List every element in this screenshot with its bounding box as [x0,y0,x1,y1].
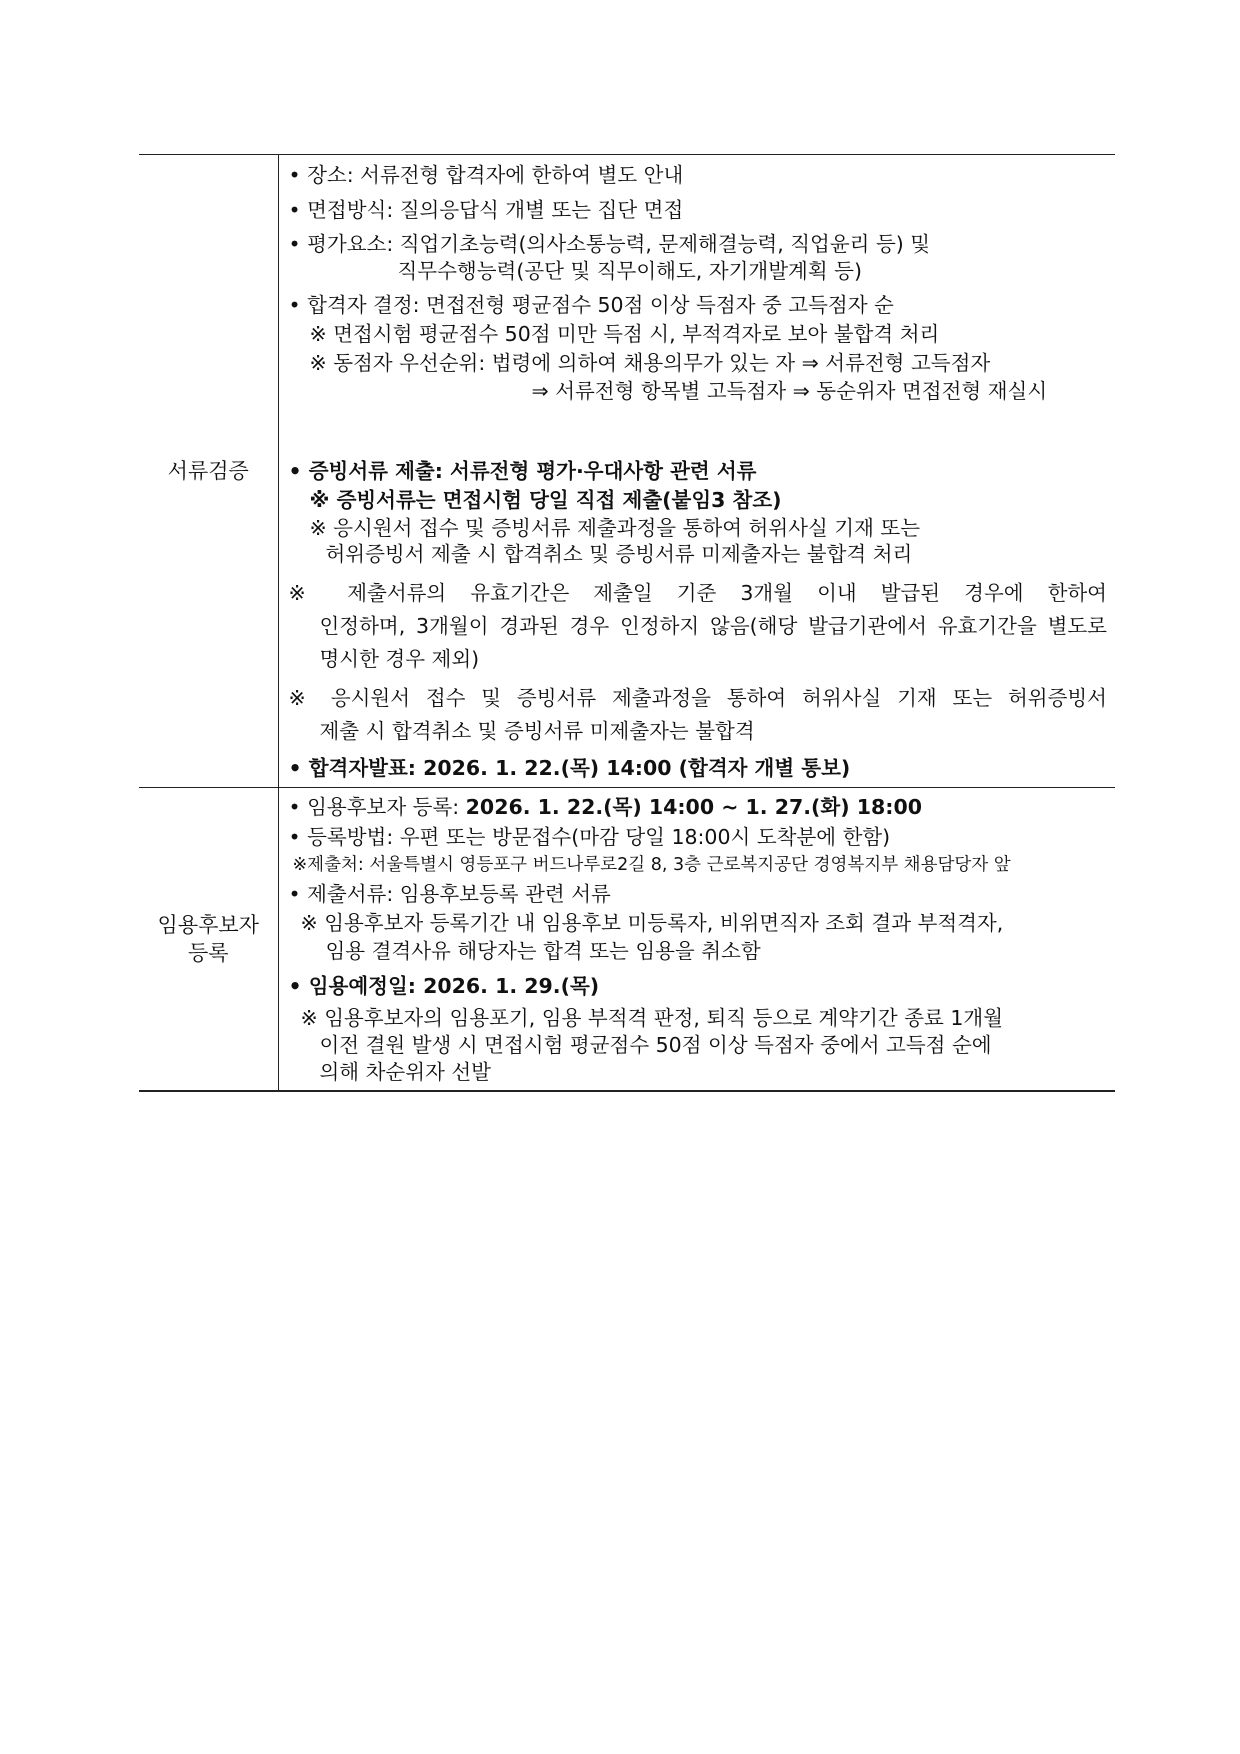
bullet-interview-method: • 면접방식: 질의응답식 개별 또는 집단 면접 [288,198,684,222]
note-registration-cancel: ※ 임용후보자 등록기간 내 임용후보 미등록자, 비위면직자 조회 결과 부적격자, [300,911,1004,935]
bullet-evaluation-factors: • 평가요소: 직업기초능력(의사소통능력, 문제해결능력, 직업윤리 등) 및 [288,232,931,256]
note-validity-period-cont2: 명시한 경우 제외) [319,647,480,671]
bullet-result-announcement: • 합격자발표: 2026. 1. 22.(목) 14:00 (합격자 개별 통보) [288,756,851,780]
row-label-candidate-registration [139,788,278,1092]
note-false-info-cont: 허위증빙서 제출 시 합격취소 및 증빙서류 미제출자는 불합격 처리 [325,542,913,566]
bullet-registration-method: • 등록방법: 우편 또는 방문접수(마감 당일 18:00시 도착분에 한함) [288,825,891,849]
bullet-required-documents: • 제출서류: 임용후보등록 관련 서류 [288,882,611,906]
note-replacement-cont1: 이전 결원 발생 시 면접시험 평균점수 50점 이상 득점자 중에서 고득점 순에 [319,1033,992,1057]
row-label-line1: 임용후보자 [157,913,259,937]
bullet-pass-decision: • 합격자 결정: 면접전형 평균점수 50점 이상 득점자 중 고득점자 순 [288,293,894,317]
row-content-document-verification [278,155,1115,788]
schedule-table [139,154,1115,1092]
note-replacement-cont2: 의해 차순위자 선발 [319,1060,491,1084]
note-validity-period: ※ 제출서류의 유효기간은 제출일 기준 3개월 이내 발급된 경우에 한하여 [288,581,1107,605]
note-validity-period-cont1: 인정하며, 3개월이 경과된 경우 인정하지 않음(해당 발급기관에서 유효기간을 별도로 [319,614,1107,638]
note-submission-address: ※제출처: 서울특별시 영등포구 버드나루로2길 8, 3층 근로복지공단 경영복지부 채용담당자 앞 [292,855,1011,875]
note-application-false-info: ※ 응시원서 접수 및 증빙서류 제출과정을 통하여 허위사실 기재 또는 허위증빙서 [288,686,1107,710]
row-content-candidate-registration [278,788,1115,1092]
bullet-registration-period [289,792,1108,822]
note-registration-cancel-cont: 임용 결격사유 해당자는 합격 또는 임용을 취소함 [325,939,761,963]
registration-period-dates: 2026. 1. 22.(목) 14:00 ~ 1. 27.(화) 18:00 [465,795,922,819]
note-below-50: ※ 면접시험 평균점수 50점 미만 득점 시, 부적격자로 보아 불합격 처리 [309,322,940,346]
table-row [139,155,1115,788]
bullet-location: • 장소: 서류전형 합격자에 한하여 별도 안내 [288,163,684,187]
note-submit-on-interview-day: ※ 증빙서류는 면접시험 당일 직접 제출(붙임3 참조) [309,488,782,512]
note-application-false-info-cont: 제출 시 합격취소 및 증빙서류 미제출자는 불합격 [319,719,755,743]
row-label-document-verification [139,155,278,788]
note-tie-priority-cont: ⇒ 서류전형 항목별 고득점자 ⇒ 동순위자 면접전형 재실시 [531,379,1048,403]
note-tie-priority: ※ 동점자 우선순위: 법령에 의하여 채용의무가 있는 자 ⇒ 서류전형 고득점자 [309,351,991,375]
table-row [139,788,1115,1092]
note-false-info: ※ 응시원서 접수 및 증빙서류 제출과정을 통하여 허위사실 기재 또는 [309,516,921,540]
note-replacement: ※ 임용후보자의 임용포기, 임용 부적격 판정, 퇴직 등으로 계약기간 종료 1개월 [300,1006,1004,1030]
bullet-supporting-documents: • 증빙서류 제출: 서류전형 평가·우대사항 관련 서류 [288,459,757,483]
evaluation-factors-cont: 직무수행능력(공단 및 직무이해도, 자기개발계획 등) [397,259,862,283]
bullet-appointment-date: • 임용예정일: 2026. 1. 29.(목) [288,974,600,998]
row-label-text: 서류검증 [167,459,249,483]
row-label-line2: 등록 [187,941,229,965]
registration-period-label: • 임용후보자 등록: [288,795,466,819]
